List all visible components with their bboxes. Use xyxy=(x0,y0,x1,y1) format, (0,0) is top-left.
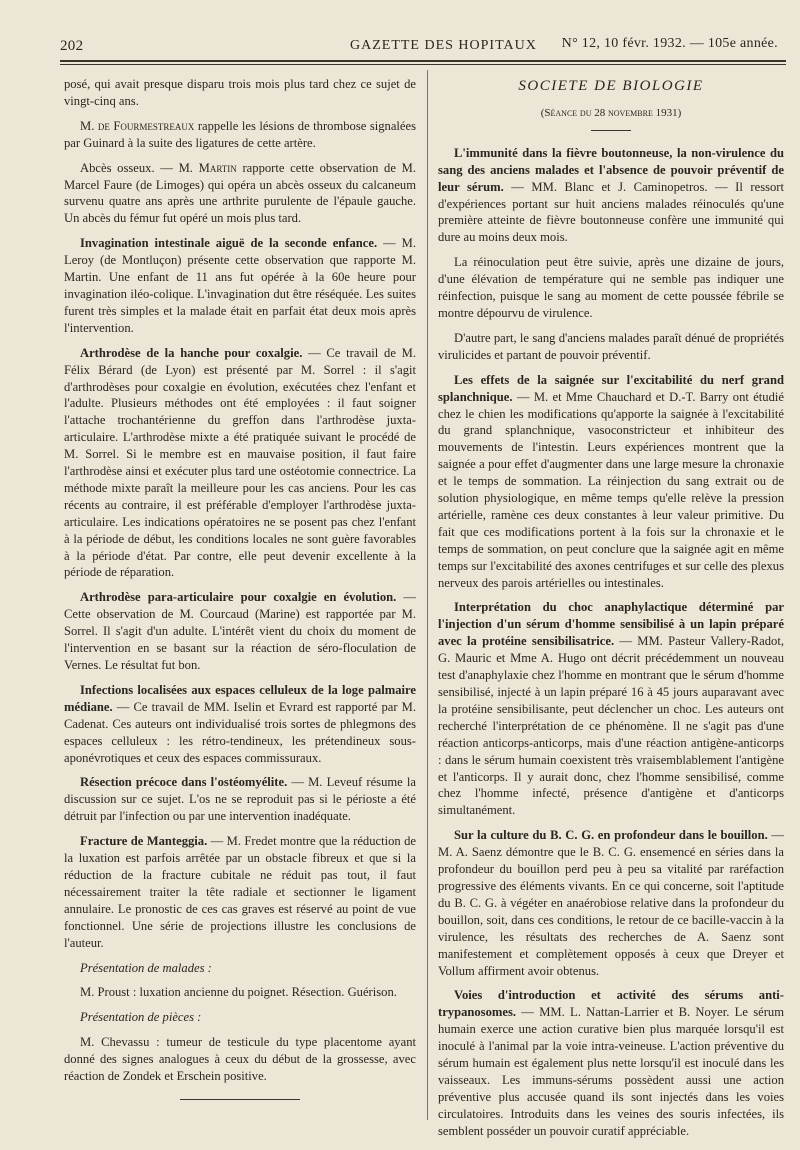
paragraph: La réinoculation peut être suivie, après une dizaine de jours, d'une élévation de température qui ne semble pas indiquer une réinfection, puisque le sang au moment de cette poussée fébrile se montre dépourvu de virulence. xyxy=(438,255,784,320)
paragraph: posé, qui avait presque disparu trois mois plus tard chez ce sujet de vingt-cinq ans. xyxy=(64,77,416,108)
author: M. de Fourmestreaux xyxy=(80,118,195,133)
body-text: — Ce travail de M. Félix Bérard (de Lyon) est présenté par M. Sorrel : il s'agit d'arthrodèses pour coxalgie en évolution, exécutées chez l'enfant et l'adulte. Plusieurs méthodes ont été employées : il faut soigner l'attache trochantérienne du greffon dans l'arthrodèse juxta-articulaire. L'arthrodèse mixte a été pratiquée suivant le procédé de M. Sorrel. Si le membre est en mauvaise position, il faut faire l'arthrodèse ainsi et exécuter plus tard une ostéotomie connectrice. La méthode mixte paraît la meilleure pour les cas anciens. Pour les cas récents au contraire, il est préférable d'employer l'arthrodèse juxta-articulaire. Les indications opératoires ne se posent pas chez l'enfant à la période de début, les conditions locales ne sont guère favorables à la période d'état. Par contre, elle peut devenir excellente à la période de réparation. xyxy=(64,345,416,580)
body-text: — Cette observation de M. Courcaud (Marine) est rapportée par M. Sorrel. Il s'agit d'un adulte. L'intérêt vient du choix du moment de l'intervention en se basant sur la réaction de séro-floculation de Vernes. Le résultat fut bon. xyxy=(64,590,416,672)
body-text: rapporte cette observation de M. Marcel Faure (de Limoges) qui opéra un abcès osseux du calcaneum survenu quatre ans après une arthrite purulente de l'épaule gauche. Un abcès du fémur fut opéré un mois plus tard. xyxy=(64,160,416,226)
paragraph: M. Chevassu : tumeur de testicule du type placentome ayant donné des signes analogues à ceux du début de la grossesse, avec réaction de Zondek et Erschein positive. xyxy=(64,1035,416,1084)
body-text: — M. A. Saenz démontre que le B. C. G. ensemencé en séries dans la profondeur du bouillon perd peu à peu sa vitalité par raréfaction progressive des éléments vivants. En ce qui concerne, soit l'aptitude du B. C. G. à végéter en anaérobiose relative dans la profondeur du bouillon, soit, dans ces conditions, le retour de ce bacille-vaccin à la virulence, les résultats des recherches de A. Saenz sont manifestement et complètement opposés à ceux que Dreyer et Vollum affirment avoir obtenus. xyxy=(438,828,784,978)
section-rule xyxy=(591,130,631,131)
item-title: Sur la culture du B. C. G. en profondeur dans le bouillon. xyxy=(454,828,768,843)
body-text: — M. Leroy (de Montluçon) présente cette observation que rapporte M. Martin. Une enfant de 11 ans fut opérée à la 60e heure pour invagination iléo-colique. L'invagination dut être réséquée. Les suites furent très simples et la malade était en parfait état deux mois après l'intervention. xyxy=(64,236,416,335)
body-text: — MM. L. Nattan-Larrier et B. Noyer. Le sérum humain exerce une action curative bien plus marquée lorsqu'il est inoculé à l'animal par la voie intra-veineuse. L'action préventive du sérum humain est également plus nette lorsqu'il est inoculé dans les vaisseaux. Les immuns-sérums possèdent aussi une action préventive plus accusée quand ils sont injectés dans les voies circulatoires. Introduits dans les veines des souris infectées, ils semblent posséder un pouvoir curatif appréciable. xyxy=(438,1005,784,1138)
journal-title: GAZETTE DES HOPITAUX xyxy=(350,38,537,53)
issue-info: N° 12, 10 févr. 1932. — 105e année. xyxy=(561,36,778,51)
header-rule xyxy=(60,60,786,62)
left-column xyxy=(64,76,416,1100)
paragraph xyxy=(438,599,784,819)
paragraph xyxy=(64,589,416,674)
paragraph: M. Proust : luxation ancienne du poignet. Résection. Guérison. xyxy=(80,985,397,1000)
body-text: — MM. Blanc et J. Caminopetros. — Il ressort d'expériences portant sur huit anciens malades réinoculés qu'une première atteinte de fièvre boutonneuse confère une immunité qui dure au moins deux mois. xyxy=(438,179,785,245)
item-title: Arthrodèse de la hanche pour coxalgie. xyxy=(80,345,303,360)
paragraph xyxy=(64,160,416,228)
item-title: Interprétation du choc anaphylactique déterminé par l'injection d'un sérum d'homme sensibilisé à un lapin préparé avec la protéine sensibilisatrice. xyxy=(438,600,784,649)
end-rule xyxy=(180,1099,300,1100)
body-text: rappelle les lésions de thrombose signalées par Guinard à la suite des ligatures de cette artère. xyxy=(64,118,416,150)
page-header xyxy=(60,32,786,58)
item-title: Les effets de la saignée sur l'excitabilité du nerf grand splanchnique. xyxy=(438,372,784,404)
paragraph xyxy=(438,145,784,246)
paragraph xyxy=(438,987,784,1139)
session-date: (Séance du 28 novembre 1931) xyxy=(540,106,682,119)
header-rule-thin xyxy=(60,64,786,65)
item-title: Invagination intestinale aiguë de la seconde enfance. xyxy=(80,236,378,251)
item-title: Résection précoce dans l'ostéomyélite. xyxy=(80,775,288,790)
item-title: Fracture de Manteggia. xyxy=(80,834,208,849)
right-column xyxy=(438,76,784,1148)
body-text: — M. Fredet montre que la réduction de la luxation est parfois arrêtée par un obstacle fibreux et que si la réduction de la fracture cubitale ne réduit pas tout, il faut nécessairement traiter la tête radiale et sectionner le ligament annulaire. Le pronostic de ces cas graves est réservé au point de vue fonctionnel. Une série de projections illustre les conclusions de l'auteur. xyxy=(64,834,416,950)
paragraph xyxy=(64,833,416,951)
subsection-heading: Présentation de malades : xyxy=(80,960,212,975)
body-text: — M. Leveuf résume la discussion sur ce sujet. L'os ne se reproduit pas si le périoste a été détruit par l'infection ou par une intervention inadéquate. xyxy=(64,775,416,824)
paragraph xyxy=(64,345,416,582)
subsection-heading: Présentation de pièces : xyxy=(80,1010,202,1025)
section-title: SOCIETE DE BIOLOGIE xyxy=(518,78,704,94)
body-text: — Ce travail de MM. Iselin et Evrard est rapporté par M. Cadenat. Ces auteurs ont individualisé trois sortes de phlegmons des espaces celluleux : les rétro-tendineux, les prétendineux sous-aponévrotiques et ceux des espaces commissuraux. xyxy=(64,699,416,765)
paragraph xyxy=(64,774,416,825)
item-title: Abcès osseux. xyxy=(80,160,155,175)
item-title: Voies d'introduction et activité des sérums anti-trypanosomes. xyxy=(438,988,784,1020)
item-title: Arthrodèse para-articulaire pour coxalgie en évolution. xyxy=(80,590,397,605)
item-title: Infections localisées aux espaces celluleux de la loge palmaire médiane. xyxy=(64,682,416,714)
author: — M. Martin xyxy=(154,160,237,175)
item-title: L'immunité dans la fièvre boutonneuse, la non-virulence du sang des anciens malades et l'absence de pouvoir préventif de leur sérum. xyxy=(438,145,784,194)
paragraph xyxy=(64,118,416,152)
paragraph: D'autre part, le sang d'anciens malades paraît dénué de propriétés virulicides et partant de pouvoir préventif. xyxy=(438,330,784,362)
paragraph xyxy=(438,827,784,979)
body-text: — MM. Pasteur Vallery-Radot, G. Mauric et Mme A. Hugo ont décrit précédemment un nouveau test d'anaphylaxie chez l'homme en montrant que le sérum d'homme sensibilisé, injecté à un lapin préparé 16 à 45 jours auparavant avec la protéine sensibilisante, peut déclencher un choc. Les auteurs ont recherché l'interprétation de ce phénomène. Il ne s'agit pas d'une réaction anticorps-anticorps, mais d'une réaction antigène-anticorps : dans le sérum humain coexistent très vraisemblablement l'antigène et l'anticorps. Il y aurait donc, chez l'homme sensibilisé, comme chez l'homme infecté, présence d'antigène et d'anticorps simultanément. xyxy=(438,634,785,818)
body-text: — M. et Mme Chauchard et D.-T. Barry ont étudié chez le chien les modifications qu'apporte la saignée à l'excitabilité du grand splanchnique, vasoconstricteur et inhibiteur des mouvements de l'intestin. Leurs expériences montrent que la saignée a pour effet d'augmenter dans une large mesure la chronaxie et le temps de sommation. La réinjection du sang extrait ou de solution physiologique, en même temps qu'elle relève la pression artérielle, ramène ces deux constantes à leur valeur primitive. Du fait que ces modifications portent à la fois sur la chronaxie et le temps de sommation, on peut conclure que la saignée agit en même temps sur l'excitabilité des axones centrifuges et sur celle des plexus nerveux des parois artérielles ou intestinales. xyxy=(438,389,784,590)
column-divider xyxy=(427,70,428,1120)
paragraph xyxy=(64,235,416,336)
page-number: 202 xyxy=(60,38,84,54)
paragraph xyxy=(438,372,784,592)
paragraph xyxy=(64,682,416,767)
